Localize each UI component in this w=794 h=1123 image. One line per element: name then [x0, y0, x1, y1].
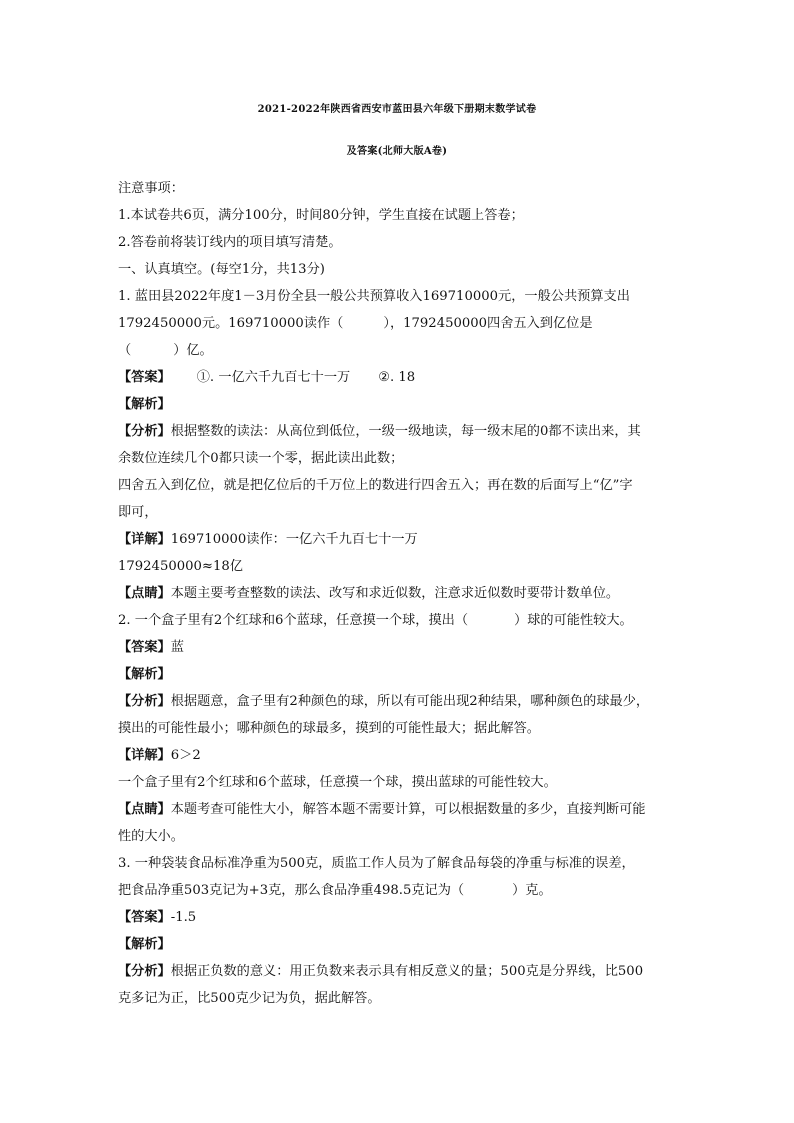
q1-detail-line-2: 1792450000≈18亿: [118, 559, 243, 574]
q1-text-line-2: [118, 315, 688, 333]
q1-answer: [118, 369, 688, 387]
q3-text-line-2-part-a: 把食品净重503克记为+3克，那么食品净重498.5克记为（: [118, 883, 465, 898]
q2-comment-line-1: [118, 801, 688, 819]
q2-detail-line-1: [118, 747, 688, 765]
q1-text-line-3-part-b: ）亿。: [173, 343, 213, 358]
q2-text-line-1-part-a: 2. 一个盒子里有2个红球和6个蓝球，任意摸一个球，摸出（: [118, 613, 469, 628]
detail-label: 【详解】: [118, 532, 171, 547]
q1-answer-2: ②. 18: [378, 370, 416, 385]
q1-answer-1: ①. 一亿六千九百七十一万: [196, 370, 351, 385]
q1-text-line-2-part-b: ），1792450000四舍五入到亿位是: [383, 316, 593, 331]
q2-analysis-label: 【解析】: [118, 667, 171, 682]
q3-text-line-2-part-b: ）克。: [512, 883, 552, 898]
q2-text-line-1-part-b: ）球的可能性较大。: [514, 613, 633, 628]
q3-fenxi-text-1: 根据正负数的意义：用正负数来表示具有相反意义的量；500克是分界线，比500: [170, 964, 644, 979]
q1-fenxi-text-1: 根据整数的读法：从高位到低位，一级一级地读，每一级末尾的0都不读出来，其: [170, 424, 641, 439]
q2-fenxi-line-2: 摸出的可能性最小；哪种颜色的球最多，摸到的可能性最大；据此解答。: [118, 721, 540, 736]
q3-fenxi-line-1: [118, 963, 688, 981]
answer-label: 【答案】: [118, 370, 171, 385]
document-title-line-1: 2021-2022年陕西省西安市蓝田县六年级下册期末数学试卷: [257, 104, 537, 115]
q1-text-line-1: 1. 蓝田县2022年度1－3月份全县一般公共预算收入169710000元，一般公共预算支出: [118, 289, 630, 304]
q1-text-line-2-part-a: 1792450000元。169710000读作（: [118, 316, 344, 331]
q3-answer-text: -1.5: [170, 910, 197, 925]
notice-item-2: 2.答卷前将装订线内的项目填写清楚。: [118, 235, 342, 250]
comment-label: 【点睛】: [118, 802, 171, 817]
q1-fenxi-line-1: [118, 423, 688, 441]
section-1-heading: 一、认真填空。(每空1分，共13分): [118, 262, 325, 277]
q1-detail-line-1: [118, 531, 688, 549]
fenxi-label: 【分析】: [118, 964, 171, 979]
q2-comment-line-2: 性的大小。: [118, 829, 184, 844]
fenxi-label: 【分析】: [118, 424, 171, 439]
q2-text-line-1: [118, 612, 688, 630]
q2-answer-text: 蓝: [170, 640, 184, 655]
q2-fenxi-line-1: [118, 693, 688, 711]
q3-fenxi-line-2: 克多记为正，比500克少记为负，据此解答。: [118, 991, 381, 1006]
q3-text-line-2: [118, 882, 688, 900]
q3-text-line-1: 3. 一种袋装食品标准净重为500克，质监工作人员为了解食品每袋的净重与标准的误差，: [118, 856, 635, 871]
q1-comment: [118, 585, 688, 603]
q1-fenxi-line-3: 四舍五入到亿位，就是把亿位后的千万位上的数进行四舍五入；再在数的后面写上“亿”字: [118, 478, 633, 493]
q2-answer: [118, 639, 688, 657]
q3-analysis-label: 【解析】: [118, 937, 171, 952]
fenxi-label: 【分析】: [118, 694, 171, 709]
answer-label: 【答案】: [118, 910, 171, 925]
q1-fenxi-line-4: 即可，: [118, 505, 158, 520]
q1-analysis-label: 【解析】: [118, 397, 171, 412]
q1-detail-text-1: 169710000读作：一亿六千九百七十一万: [170, 532, 418, 547]
q2-comment-text-1: 本题考查可能性大小，解答本题不需要计算，可以根据数量的多少，直接判断可能: [170, 802, 646, 817]
q1-fenxi-line-2: 余数位连续几个0都只读一个零，据此读出此数；: [118, 451, 404, 466]
q3-answer: [118, 909, 688, 927]
comment-label: 【点睛】: [118, 586, 171, 601]
document-title-line-2: 及答案(北师大版A卷): [346, 146, 448, 157]
q2-detail-text-1: 6＞2: [170, 748, 201, 763]
q2-fenxi-text-1: 根据题意，盒子里有2种颜色的球，所以有可能出现2种结果，哪种颜色的球最少，: [170, 694, 650, 709]
q1-comment-text: 本题主要考查整数的读法、改写和求近似数，注意求近似数时要带计数单位。: [170, 586, 620, 601]
q1-text-line-3: [118, 342, 688, 360]
answer-label: 【答案】: [118, 640, 171, 655]
q1-text-line-3-part-a: （: [118, 343, 132, 358]
q2-detail-line-2: 一个盒子里有2个红球和6个蓝球，任意摸一个球，摸出蓝球的可能性较大。: [118, 775, 557, 790]
detail-label: 【详解】: [118, 748, 171, 763]
notice-heading: 注意事项：: [118, 181, 184, 196]
notice-item-1: 1.本试卷共6页，满分100分，时间80分钟，学生直接在试题上答卷；: [118, 208, 524, 223]
